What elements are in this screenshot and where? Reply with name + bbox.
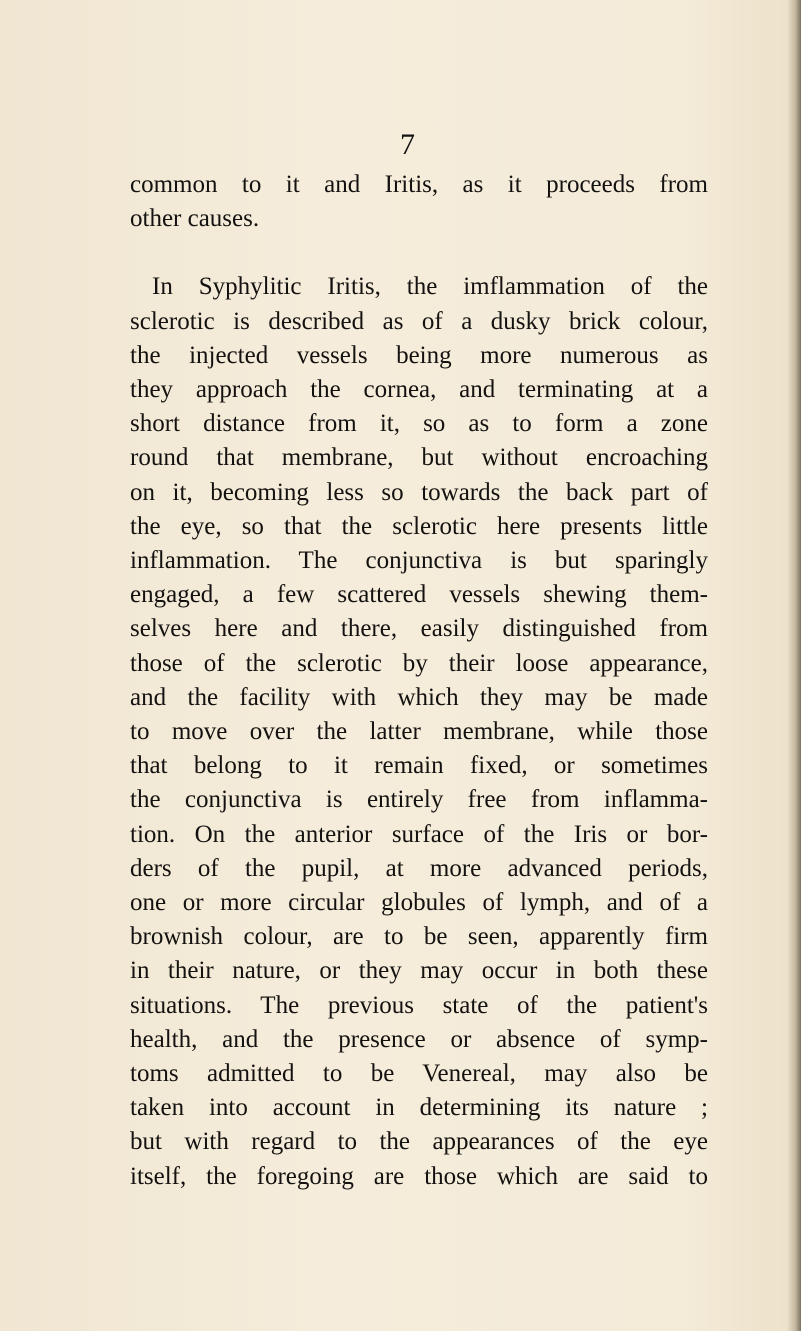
text-line: that belong to it remain fixed, or sometimes [130, 752, 708, 780]
text-line: health, and the presence or absence of symp- [130, 1025, 708, 1053]
text-line: itself, the foregoing are those which are said to [130, 1162, 708, 1190]
text-line: toms admitted to be Venereal, may also be [130, 1060, 708, 1088]
text-line: those of the sclerotic by their loose appearance, [130, 649, 708, 677]
paragraph-gap [130, 236, 708, 270]
text-line: other causes. [130, 205, 260, 233]
text-line: ders of the pupil, at more advanced periods, [130, 854, 708, 882]
text-line: the injected vessels being more numerous as [130, 341, 708, 369]
text-line: inflammation. The conjunctiva is but sparingly [130, 547, 708, 575]
text-line: and the facility with which they may be made [130, 683, 708, 711]
paragraph-2 [130, 270, 708, 1193]
text-line: taken into account in determining its nature ; [130, 1094, 708, 1122]
text-line: the conjunctiva is entirely free from inflamma- [130, 786, 708, 814]
text-line: on it, becoming less so towards the back part of [130, 478, 708, 506]
text-line: brownish colour, are to be seen, apparently firm [130, 923, 708, 951]
paragraph-1 [130, 168, 708, 236]
text-line: selves here and there, easily distinguished from [130, 615, 708, 643]
text-line: they approach the cornea, and terminating at a [130, 376, 708, 404]
text-line: but with regard to the appearances of the eye [130, 1128, 708, 1156]
page-number: 7 [400, 128, 415, 161]
text-line: one or more circular globules of lymph, and of a [130, 889, 708, 917]
text-line: to move over the latter membrane, while those [130, 718, 708, 746]
text-line: tion. On the anterior surface of the Iris or bor- [130, 820, 708, 848]
page-edge-shadow [787, 0, 801, 1331]
text-line: the eye, so that the sclerotic here presents little [130, 512, 708, 540]
text-line: short distance from it, so as to form a zone [130, 410, 708, 438]
body-text [130, 168, 708, 1194]
text-line: round that membrane, but without encroaching [130, 444, 708, 472]
text-line: in their nature, or they may occur in both these [130, 957, 708, 985]
text-line: situations. The previous state of the patient's [130, 991, 708, 1019]
text-line: common to it and Iritis, as it proceeds from [130, 171, 708, 198]
text-line: In Syphylitic Iritis, the imflammation of the [152, 273, 708, 301]
text-line: sclerotic is described as of a dusky brick colour, [130, 307, 708, 335]
text-line: engaged, a few scattered vessels shewing them- [130, 581, 708, 609]
